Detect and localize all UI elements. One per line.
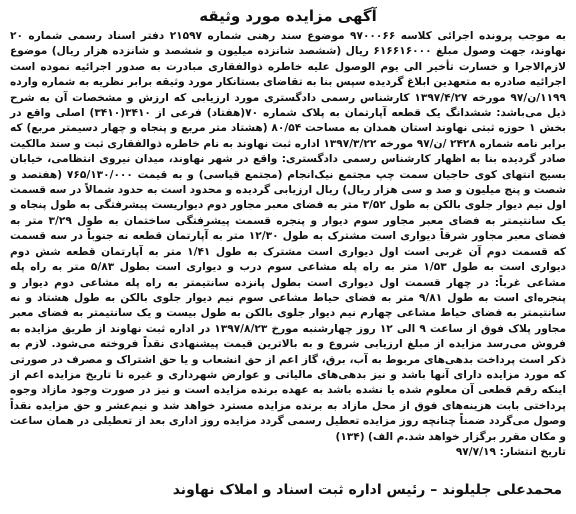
notice-title: آگهی مزایده مورد وثیقه (199, 7, 377, 25)
notice-body: به موجب پرونده اجرائی کلاسه ۹۷۰۰۰۶۶ موضوع سند رهنی شماره ۲۱۵۹۷ دفتر اسناد رسمی شماره ۲۰ نهاوند، جهت وصول مبلغ ۶۱۶۶۱۶۰۰۰ ریال (ششصد شانزده میلیون و ششصد و شانزده هزار ریال) موضوع لازم‌الاجرا و خسارت تأخیر الی یوم الوصول علیه خاطره ذوالفقاری مبادرت به صدور اجرائیه نموده است اجرائیه صادره به متعهدین ابلاغ گردیده سپس بنا به تقاضای بستانکار مورد وثیقه برابر نظریه به شماره وارده ۱۱۹۹/ن/۹۷ مورخه ۱۳۹۷/۴/۲۷ کارشناس رسمی دادگستری مورد ارزیابی که ارزش و مشخصات آن به شرح ذیل می‌باشد: ششدانگ یک قطعه آپارتمان به پلاک شماره ۷۰(هفتاد) فرعی از ۳۴۱۰(۳۴۱۰) اصلی واقع در بخش ۱ حوزه ثبتی نهاوند استان همدان به مساحت ۸۰/۵۴ (هشتاد متر مربع و پنجاه و چهار دسیمتر مربع) که برابر نامه شماره ۲۴۲۸ /ن/۹۷ مورخه ۱۳۹۷/۳/۲۲ اداره ثبت نهاوند به نام خاطره ذوالفقاری ثبت و سند مالکیت صادر گردیده بنا به اظهار کارشناس رسمی دادگستری: واقع در شهر نهاوند، میدان نیروی انتظامی، خیابان بسیج انتهای کوی حاجیان سمت چپ مجتمع نیک‌انجام (مجتمع قیاسی) و به قیمت ۷۶۵/۱۳۰/۰۰۰ (هفتصد و شصت و پنج میلیون و صد و سی هزار ریال) ریال ارزیابی گردیده و محدود است به حدود شمالاً در سه قسمت اول نیم دیوار جلوی بالکن به طول ۳/۵۲ متر به فضای معبر مجاور دوم دیواریست پیشرفتگی به طول پنجاه و یک سانتیمتر به فضای معبر مجاور سوم دیوار و پنجره قسمت پیشرفتگی ساختمان به طول ۳/۲۹ متر به فضای معبر مجاور شرقاً دیواری است مشترک به طول ۱۲/۳۰ متر به آپارتمان قطعه نه جنوباً در سه قسمت که قسمت دوم آن غربی است اول دیواری است مشترک به طول ۱/۴۱ متر به آپارتمان قطعه شش دوم دیواری است به طول ۱/۵۳ متر به راه پله مشاعی سوم درب و دیواری است بطول ۵/۸۳ متر به راه پله مشاعی غرباً: در چهار قسمت اول دیواری است بطول پانزده سانتیمتر به راه پله مشاعی دوم دیوار و پنجره‌ای است به طول ۹/۸۱ متر به فضای حیاط مشاعی سوم نیم دیوار جلوی بالکن به طول هشتاد و نه سانتیمتر به فضای حیاط مشاعی چهارم نیم دیوار جلوی بالکن به طول بیست و یک سانتیمتر به فضای معبر مجاور پلاک فوق از ساعت ۹ الی ۱۲ روز چهارشنبه مورخ ۱۳۹۷/۸/۲۳ در اداره ثبت نهاوند از طریق مزایده به فروش می‌رسد مزایده از مبلغ ارزیابی شروع و به بالاترین قیمت پیشنهادی نقداً فروخته می‌شود. لازم به ذکر است پرداخت بدهی‌های مربوط به آب، برق، گاز اعم از حق انشعاب و یا حق اشتراک و مصرف در صورتی که مورد مزایده دارای آنها باشد و نیز بدهی‌های مالیاتی و عوارض شهرداری و غیره تا تاریخ مزایده اعم از اینکه رقم قطعی آن معلوم شده یا نشده باشد به عهده برنده مزایده است و نیز در صورت وجود مازاد وجوه پرداختی بابت هزینه‌های فوق از محل مازاد به برنده مزایده مسترد خواهد شد و نیم‌عشر و حق مزایده نقداً وصول می‌گردد ضمناً چنانچه روز مزایده تعطیل رسمی گردد مزایده روز اداری بعد از تعطیلی در همان ساعت و مکان مقرر برگزار خواهد شد.م الف) (۱۳۴) (10, 30, 567, 443)
signature-line: محمدعلی جلیلوند – رئیس اداره ثبت اسناد و املاک نهاوند (172, 482, 562, 498)
publication-date: تاریخ انتشار: ۹۷/۷/۱۹ (455, 445, 566, 458)
